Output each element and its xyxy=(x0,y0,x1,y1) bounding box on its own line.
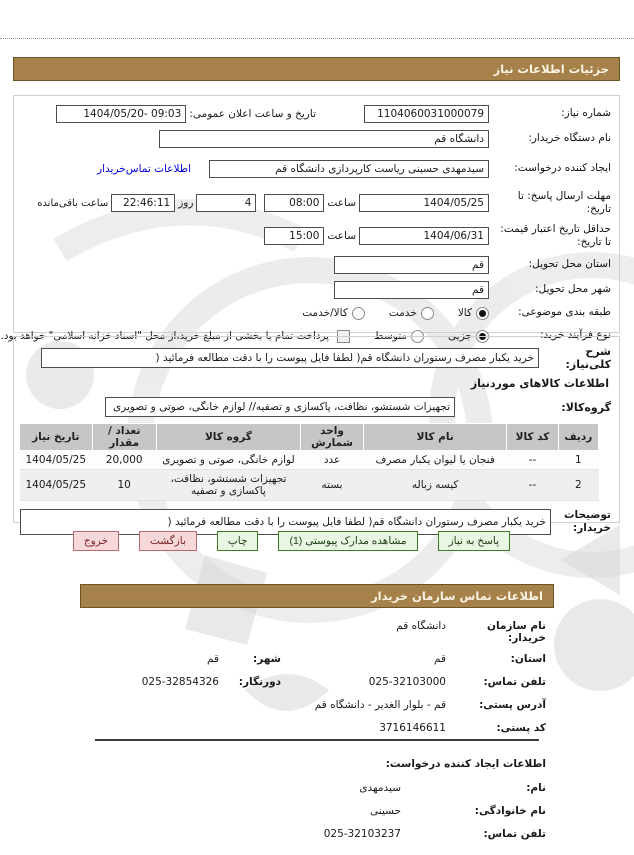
contact-province-label: استان: xyxy=(510,653,546,665)
field-row-creator xyxy=(20,154,611,184)
remaining-days-box xyxy=(196,194,256,212)
col-group: گروه کالا xyxy=(156,424,300,451)
radio-goods-service-label: کالا/خدمت xyxy=(302,307,348,319)
contact-province-row xyxy=(60,653,546,667)
buyer-notes-label: توضیحات خریدار: xyxy=(563,509,611,534)
radio-partial-label: جزیی xyxy=(448,330,472,342)
col-date: تاریخ نیاز xyxy=(20,424,93,451)
cell-date: 1404/05/25 xyxy=(20,470,93,501)
validity-hour-input[interactable] xyxy=(264,227,324,245)
cell-name: کیسه زباله xyxy=(364,470,507,501)
province-input[interactable]: قم xyxy=(334,256,489,274)
details-header-title: جزئیات اطلاعات نیاز xyxy=(493,62,609,76)
contact-org-value: دانشگاه قم xyxy=(396,620,446,632)
validity-hour-label: ساعت xyxy=(327,230,356,242)
deadline-hour-label: ساعت xyxy=(327,197,356,209)
buyer-contact-link[interactable]: اطلاعات تماس‌خریدار xyxy=(97,163,191,175)
validity-date-value: 1404/06/31 xyxy=(423,230,484,242)
field-row-city xyxy=(20,280,611,300)
buyer-org-label: نام دستگاه خریدار: xyxy=(528,132,611,145)
cell-row: 1 xyxy=(558,451,598,470)
contact-city-label: شهر: xyxy=(253,653,281,665)
need-number-value: 1104060031000079 xyxy=(377,108,484,120)
view-attachments-button[interactable]: مشاهده مدارک پیوستی (1) xyxy=(278,531,417,551)
creator-input[interactable]: سیدمهدی حسینی ریاست کارپردازی دانشگاه قم xyxy=(209,160,489,178)
cell-code: -- xyxy=(507,451,558,470)
col-unit: واحد شمارش xyxy=(301,424,364,451)
field-row-validity xyxy=(20,222,611,250)
buyer-contact-section xyxy=(60,620,546,745)
creator-phone-label: تلفن تماس: xyxy=(483,828,546,840)
contact-postal-value: 3716146611 xyxy=(379,722,446,734)
remaining-time-label: ساعت باقی‌مانده xyxy=(37,197,109,209)
goods-info-panel xyxy=(13,336,620,534)
col-code: کد کالا xyxy=(507,424,558,451)
cell-group: تجهیزات شستشو، نظافت، پاکسازی و تصفیه xyxy=(156,470,300,501)
table-row[interactable] xyxy=(20,470,599,501)
contact-fax-value: 025-32854326 xyxy=(141,676,219,688)
contact-org-row xyxy=(60,620,546,644)
deadline-date-input[interactable] xyxy=(359,194,489,212)
radio-service[interactable] xyxy=(421,307,434,320)
deadline-label: مهلت ارسال پاسخ: تا تاریخ: xyxy=(517,189,611,215)
overall-need-label: شرح کلی‌نیاز: xyxy=(565,345,611,371)
radio-goods-service[interactable] xyxy=(352,307,365,320)
details-header-bar xyxy=(13,57,620,81)
creator-name-value: سیدمهدی xyxy=(359,782,401,794)
col-name: نام کالا xyxy=(364,424,507,451)
need-number-label: شماره نیاز: xyxy=(561,107,611,120)
contact-phone-row xyxy=(60,676,546,690)
contact-address-value: قم - بلوار الغدیر - دانشگاه قم xyxy=(314,699,446,711)
respond-button[interactable]: پاسخ به نیاز xyxy=(438,531,510,551)
goods-table xyxy=(19,423,599,501)
remaining-days-value: 4 xyxy=(244,197,252,209)
cell-group: لوازم خانگی، صوتی و تصویری xyxy=(156,451,300,470)
remaining-time-value: 22:46:11 xyxy=(123,197,171,209)
contact-city-value: قم xyxy=(206,653,219,665)
col-qty: تعداد / مقدار xyxy=(92,424,156,451)
back-button[interactable]: بازگشت xyxy=(139,531,197,551)
radio-goods-label: کالا xyxy=(457,307,472,319)
creator-phone-row xyxy=(60,828,546,842)
cell-date: 1404/05/25 xyxy=(20,451,93,470)
contact-address-row xyxy=(60,699,546,713)
exit-button[interactable]: خروج xyxy=(73,531,119,551)
overall-need-row xyxy=(20,345,611,371)
deadline-date-value: 1404/05/25 xyxy=(423,197,484,209)
field-row-province xyxy=(20,255,611,275)
contact-province-value: قم xyxy=(433,653,446,665)
creator-family-value: حسینی xyxy=(370,805,401,817)
validity-label: حداقل تاریخ اعتبار قیمت: تا تاریخ: xyxy=(500,222,611,248)
buyer-notes-input[interactable]: خرید یکبار مصرف رستوران دانشگاه قم( لطفا فایل پیوست را با دقت مطالعه فرمائید ( xyxy=(20,509,551,535)
process-type-label: نوع فرآیند خرید: xyxy=(540,329,611,342)
goods-table-header-row xyxy=(20,424,599,451)
radio-medium-label: متوسط xyxy=(374,330,408,342)
goods-info-title: اطلاعات کالاهای موردنیاز xyxy=(470,377,609,390)
request-creator-section xyxy=(60,758,546,851)
city-input[interactable]: قم xyxy=(334,281,489,299)
creator-phone-value: 025-32103237 xyxy=(323,828,401,840)
action-buttons xyxy=(73,531,510,551)
radio-service-label: خدمت xyxy=(388,307,417,319)
announce-input[interactable] xyxy=(56,105,186,123)
dotted-divider xyxy=(0,38,634,39)
creator-family-label: نام خانوادگی: xyxy=(474,805,546,817)
remaining-time-box xyxy=(111,194,175,212)
radio-goods[interactable] xyxy=(476,307,489,320)
contact-postal-row xyxy=(60,722,546,736)
creator-name-row xyxy=(60,782,546,796)
col-row: ردیف xyxy=(558,424,598,451)
table-row[interactable] xyxy=(20,451,599,470)
creator-name-label: نام: xyxy=(526,782,546,794)
contact-phone-value: 025-32103000 xyxy=(368,676,446,688)
creator-label: ایجاد کننده درخواست: xyxy=(514,162,611,175)
contact-address-label: آدرس پستی: xyxy=(479,699,546,711)
section-divider xyxy=(95,739,539,741)
classification-label: طبقه بندی موضوعی: xyxy=(518,306,611,319)
announce-label: تاریخ و ساعت اعلان عمومی: xyxy=(189,108,316,120)
cell-qty: 20,000 xyxy=(92,451,156,470)
contact-org-label: نام سازمان خریدار: xyxy=(487,620,546,644)
contact-header-bar xyxy=(80,584,554,608)
need-info-panel xyxy=(0,95,620,342)
cell-row: 2 xyxy=(558,470,598,501)
overall-need-input[interactable]: خرید یکبار مصرف رستوران دانشگاه قم( لطفا فایل پیوست را با دقت مطالعه فرمائید ( xyxy=(41,348,539,368)
contact-fax-label: دورنگار: xyxy=(238,676,281,688)
announce-value: 1404/05/20- 09:03 xyxy=(83,108,182,120)
field-row-deadline xyxy=(20,189,611,217)
cell-unit: بسته xyxy=(301,470,364,501)
print-button[interactable]: چاپ xyxy=(217,531,259,551)
province-label: استان محل تحویل: xyxy=(528,258,611,271)
deadline-hour-value: 08:00 xyxy=(289,197,320,209)
goods-group-input[interactable]: تجهیزات شستشو، نظافت، پاکسازی و تصفیه// لوازم خانگی، صوتی و تصویری xyxy=(105,397,455,417)
validity-date-input[interactable] xyxy=(359,227,489,245)
creator-section-title: اطلاعات ایجاد کننده درخواست: xyxy=(385,758,546,770)
goods-group-row xyxy=(20,397,611,417)
city-label: شهر محل تحویل: xyxy=(535,283,611,296)
cell-name: فنجان یا لیوان یکبار مصرف xyxy=(364,451,507,470)
contact-phone-label: تلفن تماس: xyxy=(483,676,546,688)
validity-hour-value: 15:00 xyxy=(289,230,320,242)
cell-qty: 10 xyxy=(92,470,156,501)
contact-postal-label: کد پستی: xyxy=(496,722,546,734)
contact-header-title: اطلاعات تماس سازمان خریدار xyxy=(371,589,543,603)
treasury-checkbox-label: پرداخت تمام یا بخشی از مبلغ خرید،از محل "اسناد خزانه اسلامی" خواهد بود. xyxy=(0,330,330,342)
deadline-hour-input[interactable] xyxy=(264,194,324,212)
field-row-classification xyxy=(20,305,611,321)
goods-group-label: گروه‌کالا: xyxy=(561,400,611,414)
field-row-buyer-org xyxy=(20,129,611,149)
buyer-org-input[interactable]: دانشگاه قم xyxy=(159,130,489,148)
need-number-input[interactable] xyxy=(364,105,489,123)
creator-family-row xyxy=(60,805,546,819)
remaining-days-label: روز xyxy=(178,197,194,209)
cell-unit: عدد xyxy=(301,451,364,470)
field-row-need-number xyxy=(20,104,611,124)
cell-code: -- xyxy=(507,470,558,501)
